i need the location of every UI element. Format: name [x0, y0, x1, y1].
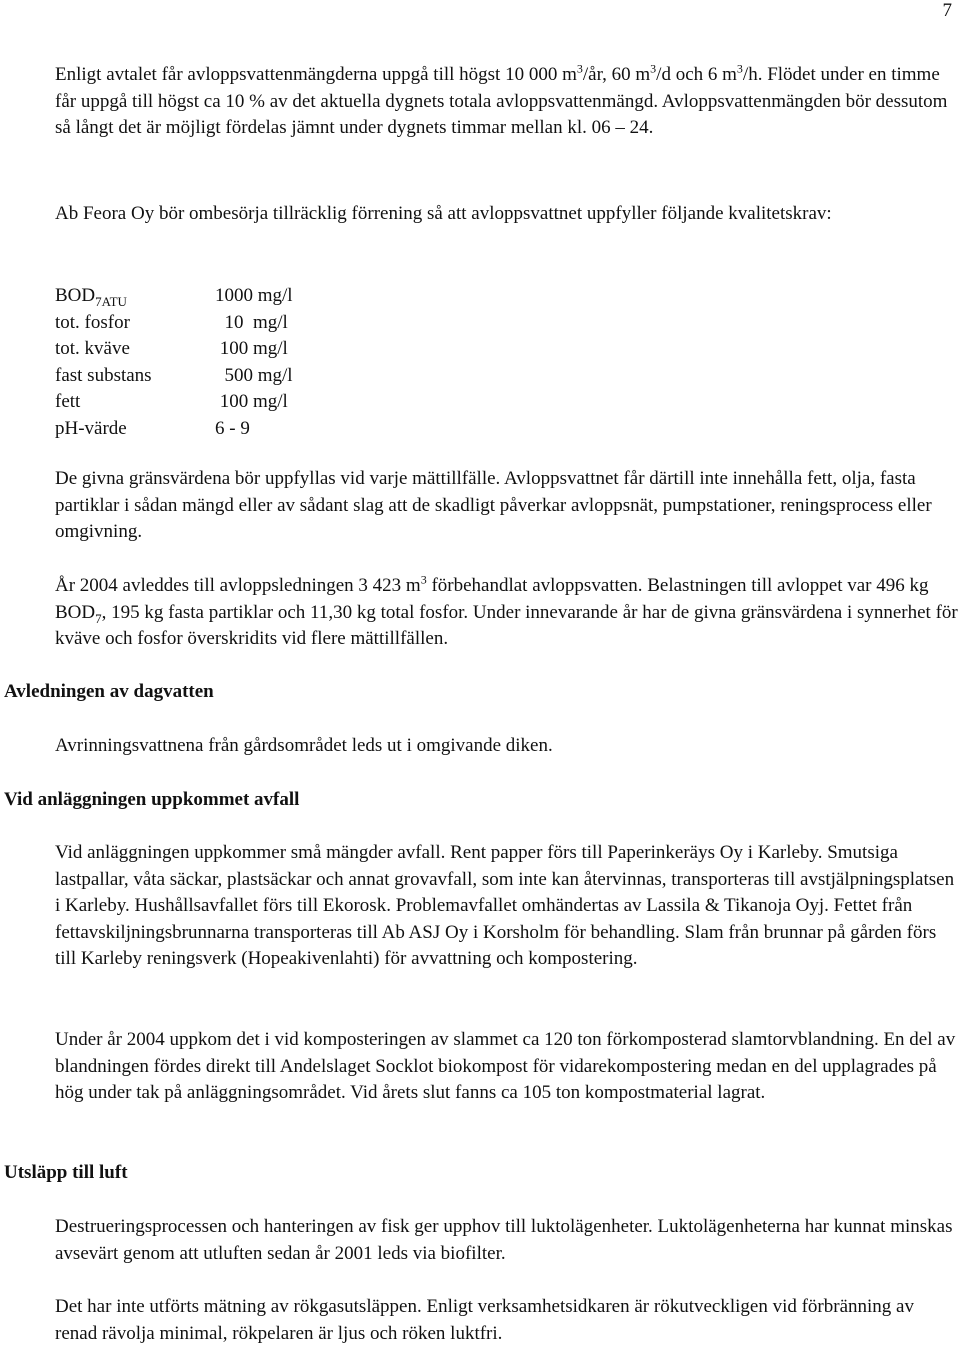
parameter-name: pH-värde	[55, 417, 127, 439]
text-run: förbehandlat avloppsvatten. Belastningen till avloppet var 496 kg BOD	[55, 575, 929, 623]
requirement-parameter	[55, 283, 215, 310]
text-run: /d och 6 m	[656, 64, 737, 85]
paragraph-limits: De givna gränsvärdena bör uppfyllas vid varje mättillfälle. Avloppsvattnet får därtill inte innehålla fett, olja, fasta partiklar i sådan mängd eller av sådant slag att de skadligt påverkar avloppsnät, pumpstationer, reningsprocess eller omgivning.	[55, 468, 932, 542]
parameter-name: fast substans	[55, 364, 152, 386]
heading-avfall: Vid anläggningen uppkommet avfall	[4, 789, 300, 810]
text-run: År 2004 avleddes till avloppsledningen 3 423 m	[55, 575, 421, 596]
requirement-row	[55, 416, 293, 443]
parameter-subscript: 7ATU	[95, 293, 127, 309]
paragraph-luft-1: Destrueringsprocessen och hanteringen av fisk ger upphov till luktolägenheter. Luktolägenheterna har kunnat minskas avsevärt genom att utluften sedan år 2001 leds via biofilter.	[55, 1216, 953, 1264]
parameter-name: fett	[55, 391, 81, 412]
paragraph-load-2004	[55, 573, 960, 653]
superscript: 3	[736, 61, 743, 76]
requirement-value: 100 mg/l	[215, 391, 288, 412]
paragraph-avfall-1: Vid anläggningen uppkommer små mängder avfall. Rent papper förs till Paperinkeräys Oy i Karleby. Smutsiga lastpallar, våta säckar, plastsäckar och annat grovavfall, som inte kan återvinnas, transporteras till avstjälpningsplatsen i Karleby. Hushållsavfallet förs till Ekorosk. Problemavfallet omhändertas av Lassila & Tikanoja Oyj. Fettet från fettavskiljningsbrunnarna transporteras till Ab ASJ Oy i Korsholm för behandling. Slam från brunnar på gården förs till Karleby reningsverk (Hopeakivenlahti) för avvattning och kompostering.	[55, 842, 955, 969]
requirement-value: 500 mg/l	[215, 364, 293, 386]
requirement-parameter	[55, 336, 215, 363]
text-run: , 195 kg fasta partiklar och 11,30 kg total fosfor. Under innevarande år har de givna gränsvärdena i synnerhet för kväve och fosfor överskridits vid flere mättillfällen.	[55, 601, 958, 649]
parameter-name: tot. fosfor	[55, 311, 130, 333]
requirement-parameter	[55, 416, 215, 443]
requirement-parameter	[55, 310, 215, 337]
parameter-name: BOD	[55, 285, 96, 306]
intro-paragraph-flow	[55, 62, 960, 142]
requirement-parameter	[55, 363, 215, 390]
paragraph-luft-2: Det har inte utförts mätning av rökgasutsläppen. Enligt verksamhetsidkaren är rökutveckligen vid förbränning av renad rävolja minimal, rökpelaren är ljus och röken luktfri.	[55, 1296, 914, 1344]
requirements-table	[55, 283, 293, 442]
intro-paragraph-requirements: Ab Feora Oy bör ombesörja tillräcklig förrening så att avloppsvattnet uppfyller följande kvalitetskrav:	[55, 203, 832, 224]
requirement-value: 6 - 9	[215, 417, 250, 439]
requirement-row	[55, 363, 293, 390]
paragraph-dagvatten: Avrinningsvattnena från gårdsområdet leds ut i omgivande diken.	[55, 735, 553, 756]
text-run: /år, 60 m	[582, 64, 651, 85]
parameter-name: tot. kväve	[55, 338, 130, 359]
superscript: 3	[650, 61, 657, 76]
heading-dagvatten: Avledningen av dagvatten	[4, 681, 214, 702]
requirement-value: 100 mg/l	[215, 338, 288, 359]
heading-luft: Utsläpp till luft	[4, 1162, 128, 1183]
subscript: 7	[95, 610, 102, 626]
requirement-value: 10 mg/l	[215, 311, 288, 333]
superscript: 3	[576, 61, 583, 76]
text-run: Enligt avtalet får avloppsvattenmängderna uppgå till högst 10 000 m	[55, 64, 577, 85]
requirement-row	[55, 283, 293, 310]
superscript: 3	[420, 572, 427, 587]
paragraph-avfall-2: Under år 2004 uppkom det i vid komposteringen av slammet ca 120 ton förkomposterad slamtorvblandning. En del av blandningen fördes direkt till Andelslaget Socklot biokompost för vidarekompostering medan en del upplagrades på hög under tak på anläggningsområdet. Vid årets slut fanns ca 105 ton kompostmaterial lagrat.	[55, 1029, 956, 1103]
requirement-value: 1000 mg/l	[215, 285, 293, 306]
requirement-parameter	[55, 389, 215, 416]
page-number: 7	[942, 0, 952, 21]
requirement-row	[55, 389, 293, 416]
requirement-row	[55, 336, 293, 363]
text-run: /h. Flödet under en timme får uppgå till högst ca 10 % av det aktuella dygnets totala avloppsvattenmängd. Avloppsvattenmängden bör dessutom så långt det är möjligt fördelas jämnt under dygnets timmar mellan kl. 06 – 24.	[55, 64, 948, 138]
requirement-row	[55, 310, 293, 337]
